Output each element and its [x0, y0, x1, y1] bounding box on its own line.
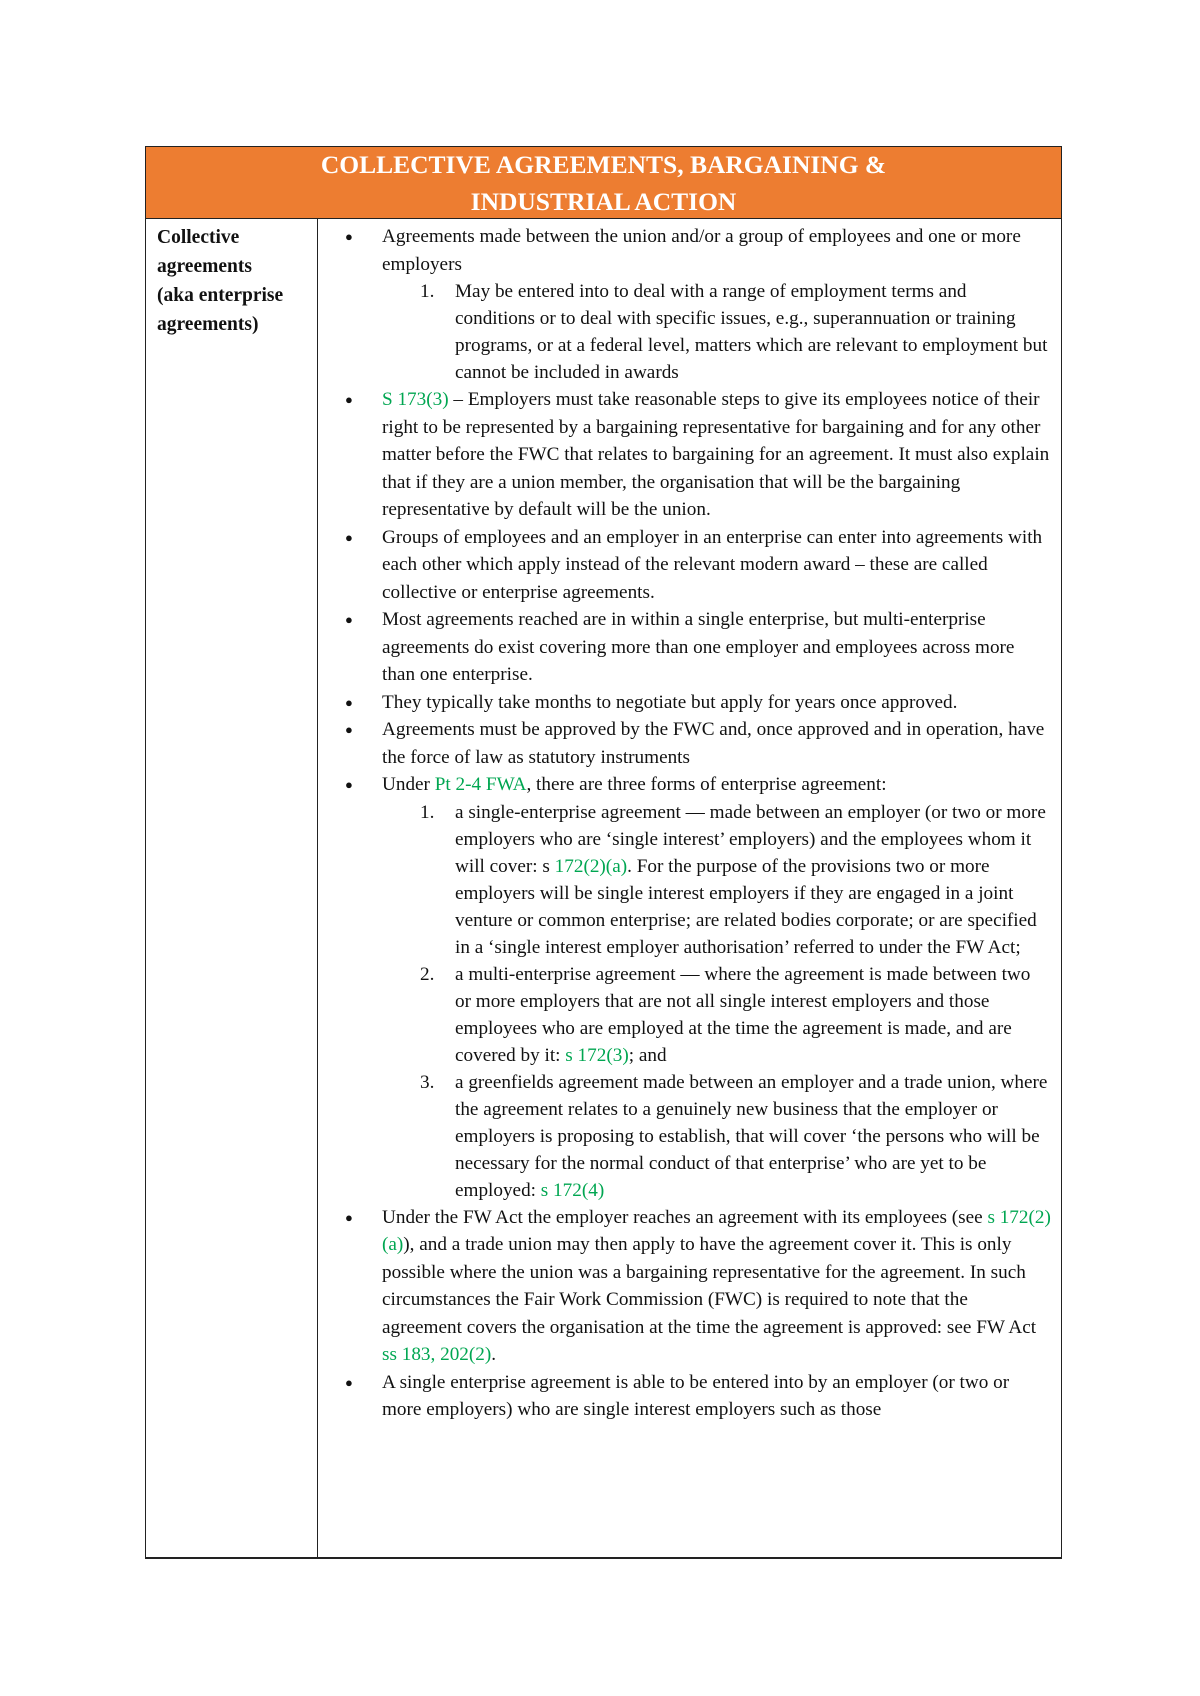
notes-table [145, 146, 1062, 1559]
topic-cell [146, 219, 318, 1557]
bullet-icon: ● [345, 392, 353, 407]
bullet-text: Agreements must be approved by the FWC and, once approved and in operation, have the force of law as statutory instruments [382, 719, 1045, 768]
number-marker: 1. [420, 801, 435, 823]
numbered-item [382, 278, 1051, 386]
bullet-icon: ● [345, 529, 353, 545]
bullet-item [332, 1204, 1051, 1369]
number-marker: 1. [420, 281, 435, 302]
statute-reference: 172(2)(a) [554, 855, 628, 877]
numbered-item [382, 961, 1051, 1069]
numbered-item [382, 799, 1051, 961]
numbered-text: . For the purpose of the provisions two or more employers will be single interest employers if they are engaged in a joint venture or common enterprise; are related bodies corporate; or are specified in a ‘single interest employer authorisation’ referred to under the FW Act; [455, 855, 1037, 958]
numbered-text: a multi-enterprise agreement — where the agreement is made between two or more employers that are not all single interest employers and those employees who are employed at the time the agreement is made, and are covered by it: [455, 963, 1031, 1066]
bullet-icon: ● [345, 1209, 353, 1225]
bullet-icon: ● [345, 612, 353, 627]
bullet-item [332, 1369, 1051, 1424]
statute-reference: s 172(4) [540, 1179, 605, 1201]
bullet-icon: ● [345, 722, 353, 737]
bullet-text: Agreements made between the union and/or a group of employees and one or more employers [382, 226, 1021, 275]
bullet-icon: ● [345, 694, 353, 710]
bullet-icon: ● [345, 1374, 353, 1390]
statute-reference: ss 183, 202(2) [382, 1344, 492, 1365]
bullet-text: Under the FW Act the employer reaches an agreement with its employees (see [382, 1206, 988, 1228]
bullet-text: ), and a trade union may then apply to have the agreement cover it. This is only possible where the union was a bargaining representative for the agreement. In such circumstances the Fair Work Commission (FWC) is required to note that the agreement covers the organisation at the time the agreement is approved: see FW Act [382, 1234, 1037, 1338]
bullet-item [332, 689, 1051, 717]
bullet-item [332, 771, 1051, 1204]
bullet-text: Most agreements reached are in within a single enterprise, but multi-enterprise agreements do exist covering more than one employer and employees across more than one enterprise. [382, 609, 1015, 685]
bullet-text: Under [382, 774, 435, 795]
header-title-line-1: COLLECTIVE AGREEMENTS, BARGAINING & [320, 149, 887, 179]
numbered-text: a greenfields agreement made between an employer and a trade union, where the agreement relates to a genuinely new business that the employer or employers is proposing to establish, that will cover ‘the persons who will be necessary for the normal conduct of that enterprise’ who are yet to be employed: [455, 1071, 1048, 1201]
bullet-item [332, 524, 1051, 607]
bullet-item [332, 716, 1051, 771]
bullet-icon: ● [345, 777, 353, 792]
topic-line-4: agreements) [157, 314, 259, 335]
table-header [146, 147, 1061, 219]
topic-line-2: agreements [157, 256, 252, 277]
numbered-list [382, 799, 1051, 1204]
bullet-text: They typically take months to negotiate but apply for years once approved. [382, 691, 958, 713]
statute-reference: Pt 2-4 FWA [434, 774, 527, 795]
number-marker: 3. [420, 1071, 435, 1093]
numbered-text: ; and [628, 1044, 667, 1066]
statute-reference: S 173(3) [382, 389, 449, 410]
numbered-item [382, 1069, 1051, 1204]
numbered-text: May be entered into to deal with a range of employment terms and conditions or to deal with specific issues, e.g., superannuation or training programs, or at a federal level, matters which are relevant to employment but cannot be included in awards [455, 281, 1048, 383]
numbered-text: a single-enterprise agreement — made between an employer (or two or more employers who are ‘single interest’ employers) and the employees whom it will cover: s [455, 801, 1046, 877]
table-row [146, 219, 1061, 1557]
bullet-text: , there are three forms of enterprise agreement: [526, 774, 887, 795]
numbered-list [382, 278, 1051, 386]
bullet-text: A single enterprise agreement is able to be entered into by an employer (or two or more employers) who are single interest employers such as those [382, 1371, 1010, 1420]
bullet-list [332, 223, 1051, 1424]
bullet-item [332, 386, 1051, 524]
bullet-text: Groups of employees and an employer in an enterprise can enter into agreements with each other which apply instead of the relevant modern award – these are called collective or enterprise agreements. [382, 526, 1043, 603]
statute-reference: s 172(2)(a) [382, 1206, 1051, 1255]
header-title-line-2: INDUSTRIAL ACTION [470, 186, 737, 216]
topic-line-1: Collective [157, 227, 240, 248]
content-cell [318, 219, 1061, 1557]
bullet-icon: ● [345, 229, 353, 244]
statute-reference: s 172(3) [565, 1044, 629, 1066]
bullet-text: – Employers must take reasonable steps to give its employees notice of their right to be represented by a bargaining representative for bargaining and for any other matter before the FWC that relates to bargaining for an agreement. It must also explain that if they are a union member, the organisation that will be the bargaining representative by default will be the union. [382, 389, 1050, 520]
bullet-item [332, 606, 1051, 689]
topic-line-3: (aka enterprise [157, 285, 284, 306]
bullet-item [332, 223, 1051, 386]
number-marker: 2. [420, 963, 435, 985]
bullet-text: . [491, 1344, 497, 1365]
